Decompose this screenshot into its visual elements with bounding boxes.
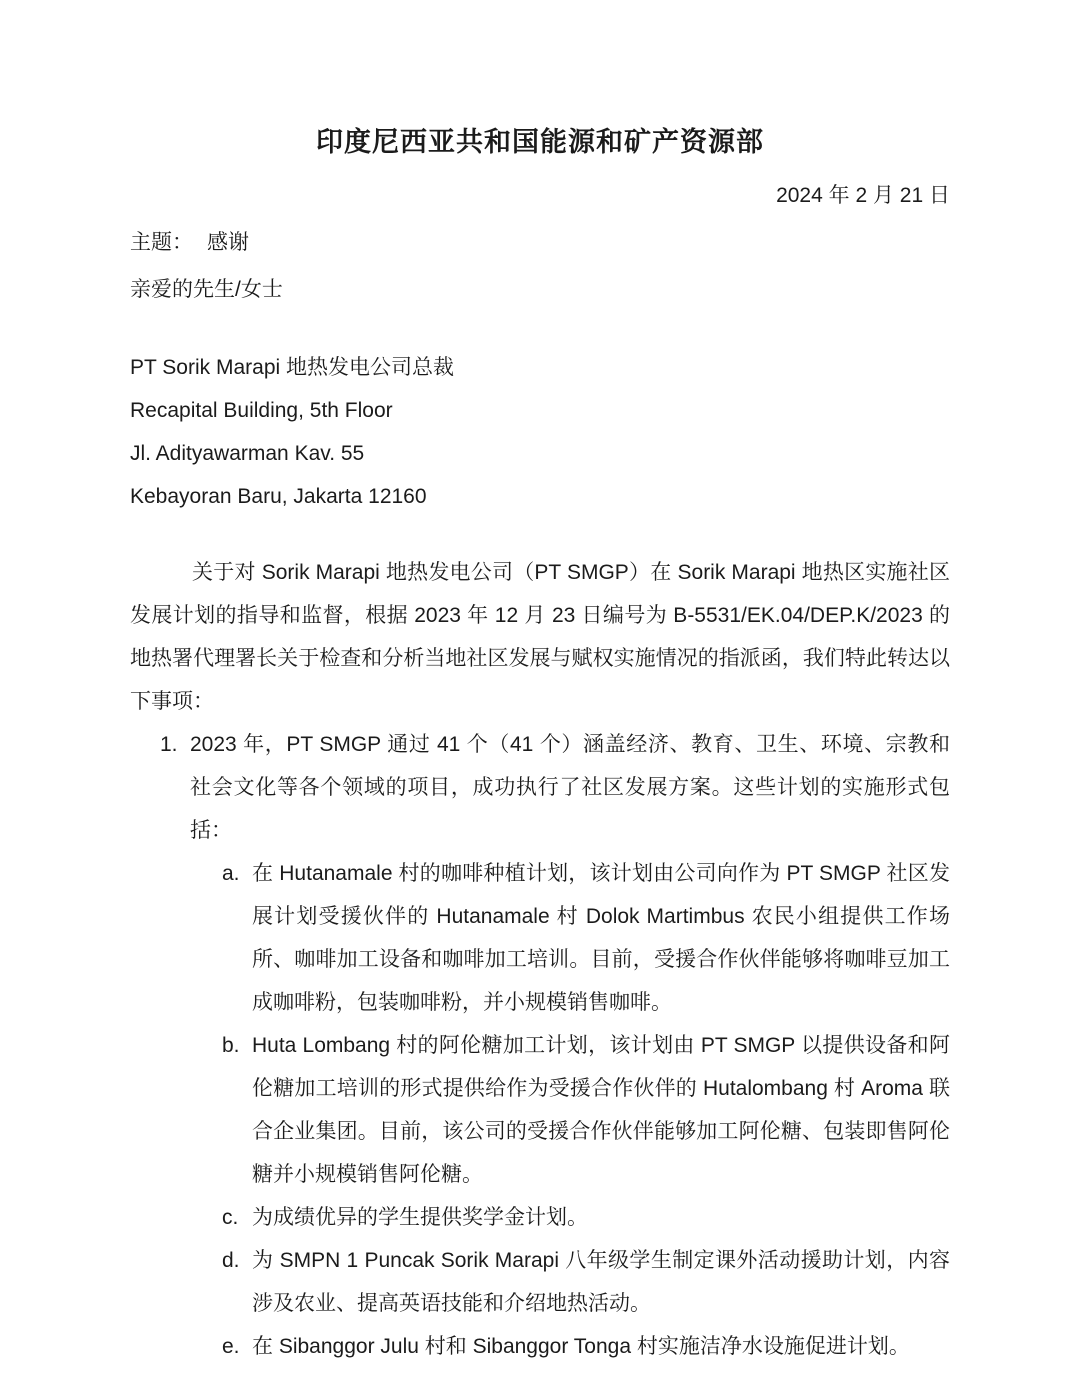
sub-item-text: 在 Sibanggor Julu 村和 Sibanggor Tonga 村实施洁净水设施促进计划。: [252, 1335, 910, 1358]
recipient-address: [130, 346, 950, 518]
sub-item-letter: b.: [222, 1034, 240, 1057]
numbered-item-1: [160, 723, 950, 852]
intro-paragraph: 关于对 Sorik Marapi 地热发电公司（PT SMGP）在 Sorik Marapi 地热区实施社区发展计划的指导和监督，根据 2023 年 12 月 23 日编号为 B-5531/EK.04/DEP.K/2023 的地热署代理署长关于检查和分析当地社区发展与赋权实施情况的指派函，我们特此转达以下事项：: [130, 561, 950, 713]
sub-item-d: [222, 1239, 950, 1325]
subject-label: 主题：: [130, 231, 193, 254]
recipient-line-2: Recapital Building, 5th Floor: [130, 399, 393, 422]
recipient-line-4: Kebayoran Baru, Jakarta 12160: [130, 485, 427, 508]
sub-item-text: 为 SMPN 1 Puncak Sorik Marapi 八年级学生制定课外活动援助计划，内容涉及农业、提高英语技能和介绍地热活动。: [252, 1249, 950, 1315]
recipient-line-3: Jl. Adityawarman Kav. 55: [130, 442, 365, 465]
sub-item-e: [222, 1325, 950, 1368]
salutation: 亲爱的先生/女士: [130, 278, 283, 301]
document-date: 2024 年 2 月 21 日: [776, 184, 950, 207]
sub-item-text: 在 Hutanamale 村的咖啡种植计划，该计划由公司向作为 PT SMGP 社区发展计划受援伙伴的 Hutanamale 村 Dolok Martimbus 农民小组提供工作场所、咖啡加工设备和咖啡加工培训。目前，受援合作伙伴能够将咖啡豆加工成咖啡粉，包装咖啡粉，并小规模销售咖啡。: [252, 862, 950, 1014]
recipient-line-1: PT Sorik Marapi 地热发电公司总裁: [130, 356, 454, 379]
sub-item-text: 为成绩优异的学生提供奖学金计划。: [252, 1206, 588, 1229]
sub-item-c: [222, 1196, 950, 1239]
sub-item-letter: c.: [222, 1206, 239, 1229]
sub-item-text: Huta Lombang 村的阿伦糖加工计划，该计划由 PT SMGP 以提供设备和阿伦糖加工培训的形式提供给作为受援合作伙伴的 Hutalombang 村 Aroma 联合企业集团。目前，该公司的受援合作伙伴能够加工阿伦糖、包装即售阿伦糖并小规模销售阿伦糖。: [252, 1034, 950, 1186]
subject-value: 感谢: [207, 231, 249, 254]
document-title: 印度尼西亚共和国能源和矿产资源部: [316, 127, 764, 157]
item-text: 2023 年，PT SMGP 通过 41 个（41 个）涵盖经济、教育、卫生、环境、宗教和社会文化等各个领域的项目，成功执行了社区发展方案。这些计划的实施形式包括：: [190, 733, 950, 842]
sub-item-b: [222, 1024, 950, 1196]
subject-line: [130, 219, 950, 266]
sub-item-a: [222, 852, 950, 1024]
sub-item-letter: a.: [222, 862, 240, 885]
sub-item-letter: d.: [222, 1249, 240, 1272]
item-number: 1.: [160, 733, 178, 756]
sub-item-letter: e.: [222, 1335, 240, 1358]
